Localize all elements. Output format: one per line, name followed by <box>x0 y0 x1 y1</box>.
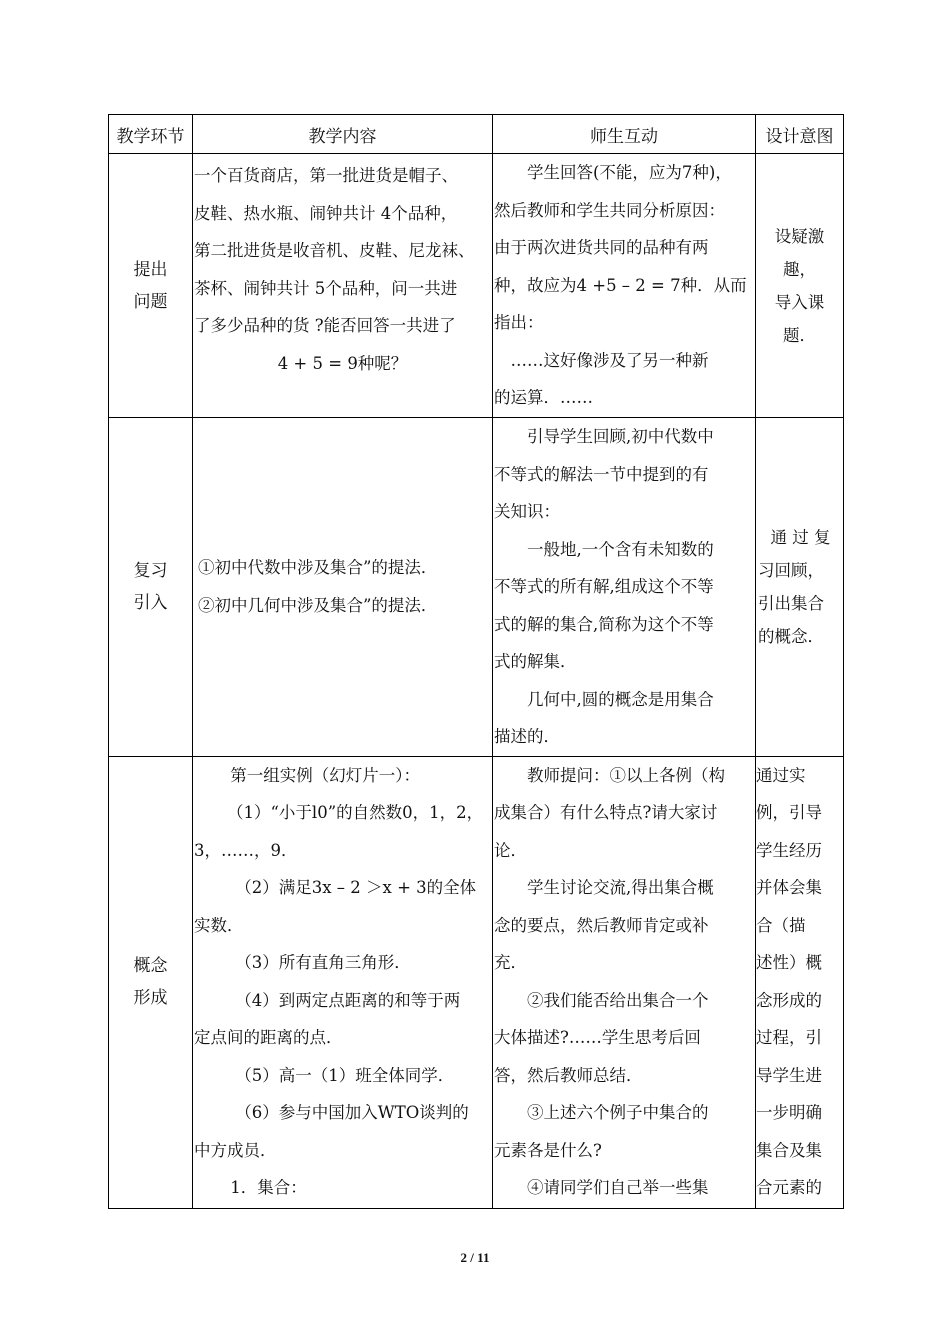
content-cell <box>193 154 493 418</box>
stage-line: 引入 <box>133 592 168 613</box>
interaction-line: 学生回答(不能，应为7种)， <box>527 163 732 182</box>
stage-cell <box>109 154 193 418</box>
intent-line: 并体会集 <box>756 878 822 897</box>
intent-line: 通过实 <box>756 765 806 785</box>
content-line: 第二批进货是收音机、皮鞋、尼龙袜、 <box>194 241 475 260</box>
content-line: 一个百货商店，第一批进货是帽子、 <box>194 166 458 185</box>
interaction-line: 成集合）有什么特点?请大家讨 <box>494 803 718 822</box>
content-line: （5）高一（1）班全体同学． <box>235 1065 455 1085</box>
content-line: 第一组实例（幻灯片一）： <box>230 765 421 785</box>
interaction-cell <box>493 756 756 1208</box>
content-cell <box>193 418 493 757</box>
content-line: 中方成员． <box>194 1140 277 1160</box>
intent-line: 合（描 <box>756 915 806 935</box>
intent-line: 设疑激 <box>774 226 825 246</box>
table-row <box>109 756 844 1208</box>
interaction-cell <box>493 418 756 757</box>
intent-line: 集合及集 <box>756 1140 822 1160</box>
content-line: （1）“小于l0”的自然数0，1，2， <box>227 803 484 822</box>
stage-line: 复习 <box>133 560 168 581</box>
content-line: （4）到两定点距离的和等于两 <box>235 990 461 1010</box>
interaction-line: 由于两次进货共同的品种有两 <box>494 238 709 257</box>
interaction-line: 充． <box>494 953 527 972</box>
intent-line: 过程，引 <box>756 1028 822 1047</box>
stage-cell <box>109 756 193 1208</box>
interaction-line: ③上述六个例子中集合的 <box>527 1103 709 1122</box>
intent-line: 趣， <box>783 259 816 279</box>
header-intent: 设计意图 <box>756 115 844 154</box>
intent-line: 通 过 复 <box>770 527 831 547</box>
interaction-line: 一般地,一个含有未知数的 <box>527 539 714 559</box>
interaction-line: 不等式的所有解,组成这个不等 <box>494 577 714 596</box>
interaction-line: 几何中,圆的概念是用集合 <box>527 689 714 709</box>
content-line: 3，……，9． <box>194 840 298 860</box>
intent-line: 的概念． <box>758 626 824 646</box>
header-stage: 教学环节 <box>109 115 193 154</box>
content-line: 了多少品种的货 ?能否回答一共进了 <box>194 316 456 335</box>
content-line: ②初中几何中涉及集合”的提法． <box>198 595 438 615</box>
header-interaction: 师生互动 <box>493 115 756 154</box>
content-line: 茶杯、闹钟共计 5个品种，问一共进 <box>194 278 458 298</box>
content-line: （3）所有直角三角形． <box>235 953 411 972</box>
interaction-line: 学生讨论交流,得出集合概 <box>527 878 714 897</box>
page-number: 2 / 11 <box>460 1250 490 1265</box>
interaction-line: 教师提问：①以上各例（构 <box>527 765 725 785</box>
intent-line: 述性）概 <box>756 953 822 972</box>
lesson-plan-table <box>108 114 844 1209</box>
interaction-line: 然后教师和学生共同分析原因： <box>494 200 725 220</box>
intent-line: 引出集合 <box>758 593 824 613</box>
intent-line: 导入课 <box>774 292 825 312</box>
interaction-line: 论． <box>494 840 527 860</box>
interaction-line: 种，故应为4 +5 – 2 = 7种．从而 <box>494 275 747 295</box>
intent-cell <box>756 154 844 418</box>
content-cell <box>193 756 493 1208</box>
interaction-line: 元素各是什么? <box>494 1140 602 1160</box>
interaction-line: 的运算．…… <box>494 388 593 407</box>
interaction-line: 答，然后教师总结． <box>494 1065 643 1085</box>
stage-line: 概念 <box>133 956 168 976</box>
interaction-cell <box>493 154 756 418</box>
interaction-line: 念的要点，然后教师肯定或补 <box>494 915 709 935</box>
content-line: 4 + 5 = 9种呢？ <box>277 353 408 373</box>
stage-line: 提出 <box>133 259 168 280</box>
interaction-line: 大体描述?……学生思考后回 <box>494 1028 701 1047</box>
stage-line: 形成 <box>133 988 168 1008</box>
interaction-line: 式的解的集合,简称为这个不等 <box>494 614 714 634</box>
interaction-line: 指出： <box>494 313 544 332</box>
interaction-line: 不等式的解法一节中提到的有 <box>494 464 709 484</box>
intent-line: 一步明确 <box>756 1103 822 1122</box>
intent-cell <box>756 418 844 757</box>
intent-line: 学生经历 <box>756 840 822 860</box>
content-line: （6）参与中国加入WTO谈判的 <box>235 1103 469 1122</box>
content-line: ①初中代数中涉及集合”的提法． <box>198 558 438 578</box>
intent-line: 导学生进 <box>756 1065 822 1085</box>
interaction-line: ④请同学们自己举一些集 <box>527 1178 709 1197</box>
stage-cell <box>109 418 193 757</box>
interaction-line: 描述的． <box>494 727 560 746</box>
interaction-line: ……这好像涉及了另一种新 <box>510 350 709 370</box>
intent-line: 例，引导 <box>756 803 822 822</box>
content-line: 定点间的距离的点． <box>194 1028 343 1047</box>
table-row <box>109 154 844 418</box>
content-line: （2）满足3x – 2 ＞x + 3的全体 <box>235 878 477 897</box>
interaction-line: 引导学生回顾,初中代数中 <box>527 427 714 446</box>
content-line: 1．集合： <box>230 1178 307 1197</box>
table-row <box>109 418 844 757</box>
intent-line: 念形成的 <box>756 990 822 1010</box>
table-header-row <box>109 115 844 154</box>
intent-cell <box>756 756 844 1208</box>
content-line: 实数． <box>194 915 244 935</box>
intent-line: 题． <box>783 325 816 345</box>
intent-line: 习回顾， <box>758 560 824 580</box>
stage-line: 问题 <box>133 291 168 312</box>
interaction-line: 关知识： <box>494 502 560 521</box>
interaction-line: ②我们能否给出集合一个 <box>527 990 709 1010</box>
content-line: 皮鞋、热水瓶、闹钟共计 4个品种， <box>194 203 458 223</box>
intent-line: 合元素的 <box>756 1178 822 1197</box>
header-content: 教学内容 <box>193 115 493 154</box>
interaction-line: 式的解集． <box>494 652 577 671</box>
